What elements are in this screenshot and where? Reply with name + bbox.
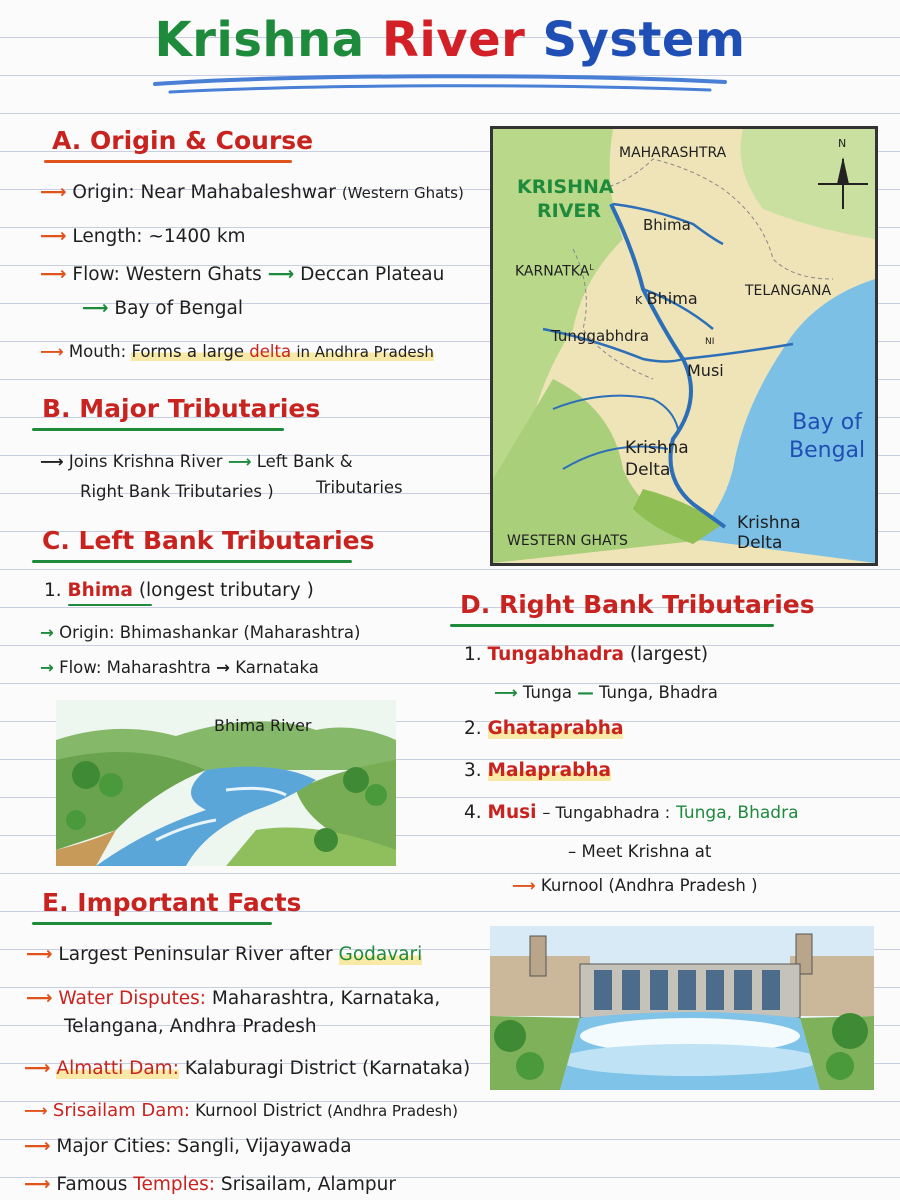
section-a-heading: A. Origin & Course — [52, 126, 314, 155]
map-maharashtra: MAHARASHTRA — [619, 145, 727, 161]
map-western-ghats: WESTERN GHATS — [507, 533, 628, 549]
arrow-icon: ⟶ — [26, 988, 53, 1009]
map-bay-of-bengal: Bay of Bengal — [789, 410, 866, 463]
section-e-heading: E. Important Facts — [42, 888, 302, 917]
map-karnataka: $KARNATKA^L$ — [515, 263, 594, 280]
flow-line-2: ⟶ Bay of Bengal — [82, 298, 244, 319]
arrow-icon: ⟶ — [494, 683, 518, 702]
flow-line: ⟶ Flow: Western Ghats ⟶ Deccan Plateau — [40, 264, 445, 285]
title-system: System — [542, 12, 746, 68]
right-trib-3: 3. Malaprabha — [464, 760, 612, 781]
map-telangana: TELANGANA — [745, 283, 832, 299]
section-a-underline — [44, 160, 292, 163]
bhima-flow: → Flow: Maharashtra → Karnataka — [40, 658, 319, 677]
section-d-heading: D. Right Bank Tributaries — [460, 590, 815, 619]
fact-4: ⟶ Srisailam Dam: Kurnool District (Andhra Pradesh) — [24, 1100, 458, 1121]
title-river: River — [381, 12, 526, 68]
map-ni: NI — [705, 337, 715, 347]
section-b-heading: B. Major Tributaries — [42, 394, 321, 423]
tributaries-line-2: Right Bank Tributaries ) — [80, 482, 274, 501]
length-line: ⟶ Length: ~1400 km — [40, 226, 246, 247]
map-krishna-river-label: KRISHNA RIVER — [517, 176, 614, 222]
mouth-line: ⟶ Mouth: Forms a large delta in Andhra Pradesh — [40, 342, 434, 361]
map-tunggabhdra: Tunggabhdra — [551, 327, 650, 345]
tunga-line: ⟶ Tunga — Tunga, Bhadra — [494, 683, 718, 702]
section-c-underline — [32, 560, 352, 563]
fact-5: ⟶ Major Cities: Sangli, Vijayawada — [24, 1136, 352, 1157]
compass-n-label: N — [838, 137, 847, 150]
origin-line: ⟶ Origin: Near Mahabaleshwar (Western Ghats) — [40, 182, 464, 203]
arrow-icon: ⟶ — [24, 1101, 48, 1120]
arrow-icon: ⟶ — [26, 944, 53, 965]
bhima-river-illustration — [56, 700, 396, 866]
map-krishna-delta-coast: Krishna Delta — [737, 513, 801, 553]
tributaries-line-3: Tributaries — [316, 478, 403, 497]
tributaries-line-1: ⟶ Joins Krishna River ⟶ Left Bank & — [40, 452, 353, 471]
right-trib-1: 1. Tungabhadra (largest) — [464, 644, 709, 665]
fact-1: ⟶ Largest Peninsular River after Godavari — [26, 944, 423, 965]
title-underline — [150, 70, 730, 100]
dash-icon: — — [577, 683, 594, 702]
arrow-icon: ⟶ — [82, 298, 109, 319]
krishna-map — [490, 126, 878, 566]
dam-illustration — [490, 926, 874, 1090]
arrow-icon: ⟶ — [40, 452, 64, 471]
bhima-river-label: Bhima River — [214, 716, 312, 735]
fact-6: ⟶ Famous Temples: Srisailam, Alampur — [24, 1174, 396, 1195]
mouth-highlight: Forms a large delta in Andhra Pradesh — [131, 342, 434, 361]
arrow-icon: ⟶ — [24, 1058, 51, 1079]
right-trib-4: 4. Musi – Tungabhadra : Tunga, Bhadra — [464, 802, 799, 823]
kurnool-line: ⟶ Kurnool (Andhra Pradesh ) — [512, 876, 758, 895]
arrow-icon: ⟶ — [40, 226, 67, 247]
arrow-icon: → — [216, 658, 230, 677]
section-e-underline — [32, 922, 272, 925]
bhima-item: 1. Bhima (longest tributary ) — [44, 580, 314, 601]
arrow-icon: → — [40, 658, 54, 677]
title-krishna: Krishna — [154, 12, 365, 68]
map-bhima-mid: K Bhima — [635, 289, 698, 308]
fact-2-cont: Telangana, Andhra Pradesh — [64, 1016, 317, 1037]
section-c-heading: C. Left Bank Tributaries — [42, 526, 375, 555]
arrow-icon: ⟶ — [24, 1174, 51, 1195]
arrow-icon: ⟶ — [40, 264, 67, 285]
map-krishna-delta-inland: Krishna Delta — [625, 438, 689, 480]
bhima-origin: → Origin: Bhimashankar (Maharashtra) — [40, 623, 361, 642]
bhima-underline — [68, 604, 152, 606]
section-b-underline — [32, 428, 284, 431]
arrow-icon: → — [40, 623, 54, 642]
arrow-icon: ⟶ — [40, 342, 64, 361]
section-d-underline — [450, 624, 774, 627]
dam-image — [490, 926, 874, 1090]
arrow-icon: ⟶ — [512, 876, 536, 895]
map-musi: Musi — [687, 361, 724, 380]
map-bhima-top: Bhima — [643, 216, 691, 234]
fact-2: ⟶ Water Disputes: Maharashtra, Karnataka, — [26, 988, 441, 1009]
arrow-icon: ⟶ — [227, 452, 252, 471]
arrow-icon: ⟶ — [24, 1136, 51, 1157]
fact-3: ⟶ Almatti Dam: Kalaburagi District (Karnataka) — [24, 1058, 471, 1079]
arrow-icon: ⟶ — [40, 182, 67, 203]
right-trib-2: 2. Ghataprabha — [464, 718, 624, 739]
arrow-icon: ⟶ — [267, 264, 295, 285]
meet-line: – Meet Krishna at — [568, 842, 712, 861]
page-title — [0, 12, 900, 68]
